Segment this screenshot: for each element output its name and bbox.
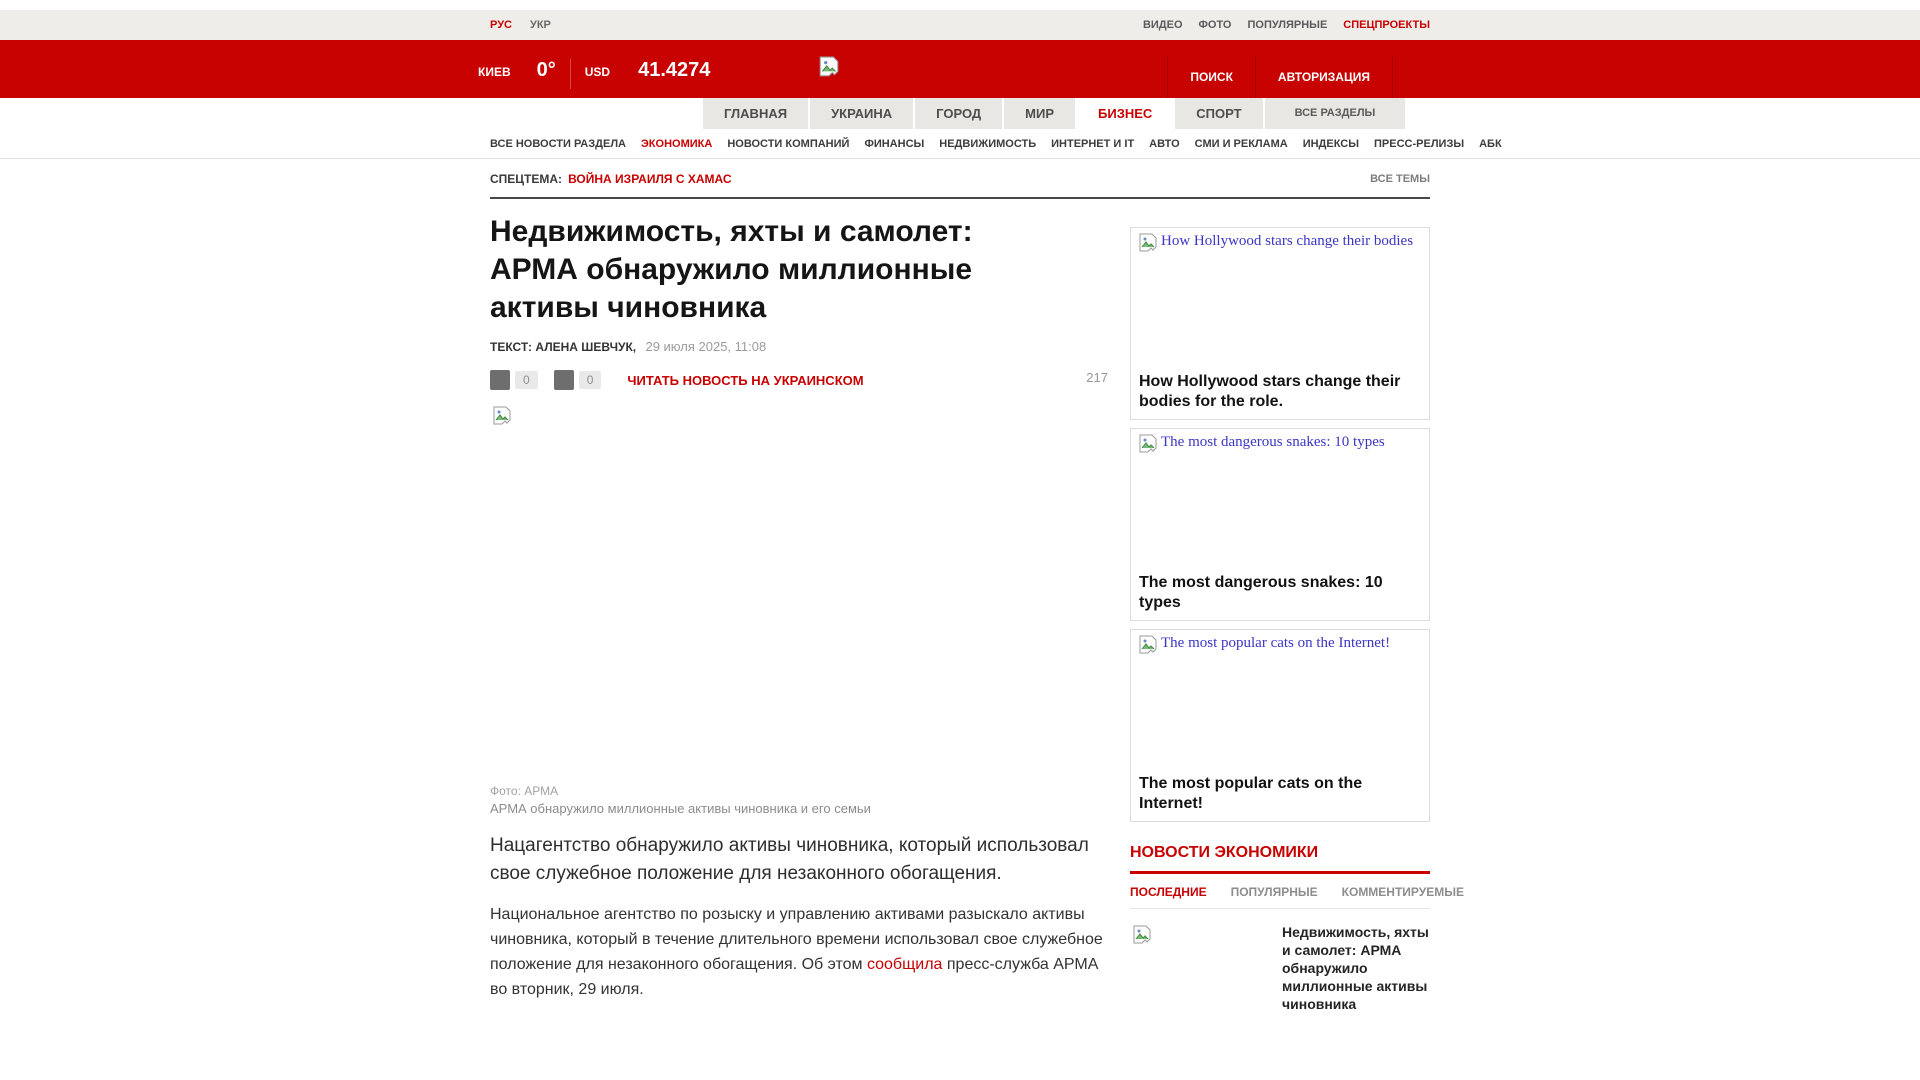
sub-nav bbox=[0, 129, 1920, 159]
topbar-item-specprojects[interactable]: СПЕЦПРОЕКТЫ bbox=[1343, 19, 1430, 31]
views-count: 217 bbox=[1086, 370, 1108, 385]
promo-1-title[interactable]: How Hollywood stars change their bodies for the role. bbox=[1139, 373, 1401, 410]
body-text-before-link: Национальное агентство по розыску и управлению активами разыскало активы чиновника, который в течение длительного времени использовал свое служебное положение для незаконного обогащения. Об этом bbox=[490, 906, 1103, 973]
news-item-thumbnail[interactable] bbox=[1130, 923, 1282, 1013]
share-button-2[interactable] bbox=[554, 370, 574, 390]
all-topics-link[interactable]: ВСЕ ТЕМЫ bbox=[1370, 173, 1430, 185]
photo-caption: АРМА обнаружило миллионные активы чиновника и его семьи bbox=[490, 801, 871, 816]
spectheme-label: СПЕЦТЕМА: bbox=[490, 172, 563, 186]
masthead-menu bbox=[1167, 56, 1393, 98]
sidebar bbox=[1130, 213, 1464, 1013]
byline-author: АЛЕНА ШЕВЧУК, bbox=[535, 340, 637, 354]
broken-image-icon bbox=[1132, 925, 1152, 945]
auth-button[interactable]: АВТОРИЗАЦИЯ bbox=[1255, 56, 1393, 98]
promo-3-alt-text: The most popular cats on the Internet! bbox=[1161, 635, 1391, 651]
article bbox=[490, 213, 1108, 1013]
tab-commented[interactable]: КОММЕНТИРУЕМЫЕ bbox=[1341, 885, 1464, 899]
currency-rate: 41.4274 bbox=[638, 59, 711, 81]
subnav-item-all-news[interactable]: ВСЕ НОВОСТИ РАЗДЕЛА bbox=[490, 137, 626, 150]
subnav-item-avto[interactable]: АВТО bbox=[1149, 137, 1180, 150]
byline-label: ТЕКСТ: bbox=[490, 340, 533, 354]
share-widget-2 bbox=[554, 370, 602, 390]
weather-currency-strip bbox=[478, 59, 710, 89]
topbar-item-photo[interactable]: ФОТО bbox=[1198, 19, 1232, 31]
subnav-item-ekonomika-active[interactable]: ЭКОНОМИКА bbox=[640, 137, 713, 150]
site-logo-broken-image-icon[interactable] bbox=[818, 56, 838, 76]
economy-news-heading: НОВОСТИ ЭКОНОМИКИ bbox=[1130, 844, 1319, 861]
main-nav bbox=[0, 98, 1920, 129]
nav-item-ukraina[interactable]: УКРАИНА bbox=[810, 98, 913, 129]
broken-image-icon bbox=[1138, 635, 1158, 655]
body-text-after-link: пресс-служба АРМА во вторник, 29 июля. bbox=[490, 956, 1099, 998]
weather-temperature: 0° bbox=[536, 59, 556, 81]
content-divider bbox=[490, 197, 1430, 199]
broken-image-icon bbox=[492, 406, 512, 426]
promo-1-alt-text: How Hollywood stars change their bodies bbox=[1161, 233, 1414, 249]
share-button-1[interactable] bbox=[490, 370, 510, 390]
weather-city-label: КИЕВ bbox=[478, 65, 511, 79]
search-button[interactable]: ПОИСК bbox=[1167, 56, 1255, 98]
news-list-item[interactable] bbox=[1130, 923, 1430, 1013]
article-figure bbox=[490, 402, 1108, 816]
promo-widget-2[interactable] bbox=[1130, 428, 1430, 621]
article-lead: Нацагентство обнаружило активы чиновника, который использовал свое служебное положение для незаконного обогащения. bbox=[490, 835, 1089, 884]
promo-2-alt-text: The most dangerous snakes: 10 types bbox=[1161, 434, 1385, 450]
nav-item-glavnaya[interactable]: ГЛАВНАЯ bbox=[703, 98, 808, 129]
promo-1-broken-image-link[interactable] bbox=[1138, 233, 1422, 253]
subnav-item-nedvizhimost[interactable]: НЕДВИЖИМОСТЬ bbox=[939, 137, 1037, 150]
tab-popular[interactable]: ПОПУЛЯРНЫЕ bbox=[1230, 885, 1318, 899]
article-byline bbox=[490, 339, 1108, 354]
economy-news-block bbox=[1130, 844, 1464, 1013]
news-tabs bbox=[1130, 885, 1464, 909]
masthead bbox=[0, 40, 1920, 98]
divider bbox=[570, 59, 571, 89]
promo-3-title[interactable]: The most popular cats on the Internet! bbox=[1139, 775, 1363, 812]
promo-widget-1[interactable] bbox=[1130, 227, 1430, 420]
subnav-item-novosti-kompaniy[interactable]: НОВОСТИ КОМПАНИЙ bbox=[727, 137, 850, 150]
subnav-item-press-relizy[interactable]: ПРЕСС-РЕЛИЗЫ bbox=[1374, 137, 1465, 150]
share-count-1: 0 bbox=[515, 371, 538, 389]
subnav-item-smi-reklama[interactable]: СМИ И РЕКЛАМА bbox=[1194, 137, 1288, 150]
topbar-item-popular[interactable]: ПОПУЛЯРНЫЕ bbox=[1247, 19, 1328, 31]
spectheme-topic-link[interactable]: ВОЙНА ИЗРАИЛЯ С ХАМАС bbox=[568, 172, 732, 186]
nav-item-sport[interactable]: СПОРТ bbox=[1175, 98, 1262, 129]
read-in-ukrainian-link[interactable]: ЧИТАТЬ НОВОСТЬ НА УКРАИНСКОМ bbox=[627, 372, 864, 388]
spectheme-row bbox=[0, 159, 1920, 193]
nav-item-all-sections[interactable]: ВСЕ РАЗДЕЛЫ bbox=[1265, 98, 1406, 129]
subnav-item-abk[interactable]: АБК bbox=[1479, 137, 1502, 150]
share-widget-1 bbox=[490, 370, 538, 390]
news-item-title[interactable]: Недвижимость, яхты и самолет: АРМА обнаружило миллионные активы чиновника bbox=[1282, 924, 1429, 1012]
broken-image-icon bbox=[1138, 434, 1158, 454]
subnav-item-indeksy[interactable]: ИНДЕКСЫ bbox=[1302, 137, 1360, 150]
nav-item-biznes-active[interactable]: БИЗНЕС bbox=[1077, 98, 1173, 129]
article-photo-area bbox=[490, 402, 1108, 784]
subnav-item-internet-it[interactable]: ИНТЕРНЕТ И IT bbox=[1051, 137, 1135, 150]
lang-toggle-rus[interactable]: РУС bbox=[490, 19, 512, 31]
subnav-item-finansy[interactable]: ФИНАНСЫ bbox=[864, 137, 925, 150]
article-share-row bbox=[490, 370, 1108, 390]
body-inline-link[interactable]: сообщила bbox=[866, 956, 943, 973]
topbar-menu bbox=[1143, 19, 1430, 31]
nav-item-gorod[interactable]: ГОРОД bbox=[915, 98, 1002, 129]
red-divider bbox=[1130, 871, 1430, 874]
article-date: 29 июля 2025, 11:08 bbox=[645, 339, 767, 354]
currency-label: USD bbox=[584, 65, 611, 79]
topbar-item-video[interactable]: ВИДЕО bbox=[1142, 19, 1183, 31]
promo-widget-3[interactable] bbox=[1130, 629, 1430, 822]
promo-3-broken-image-link[interactable] bbox=[1138, 635, 1422, 655]
tab-latest-active[interactable]: ПОСЛЕДНИЕ bbox=[1130, 885, 1207, 899]
top-bar bbox=[0, 10, 1920, 40]
nav-item-mir[interactable]: МИР bbox=[1004, 98, 1075, 129]
article-body bbox=[490, 902, 1104, 1002]
broken-image-icon bbox=[1138, 233, 1158, 253]
promo-2-title[interactable]: The most dangerous snakes: 10 types bbox=[1139, 574, 1383, 611]
article-title: Недвижимость, яхты и самолет: АРМА обнаружило миллионные активы чиновника bbox=[490, 215, 973, 324]
lang-toggle-ukr[interactable]: УКР bbox=[529, 19, 551, 31]
photo-credit: Фото: АРМА bbox=[490, 784, 559, 798]
share-count-2: 0 bbox=[579, 371, 602, 389]
promo-2-broken-image-link[interactable] bbox=[1138, 434, 1422, 454]
